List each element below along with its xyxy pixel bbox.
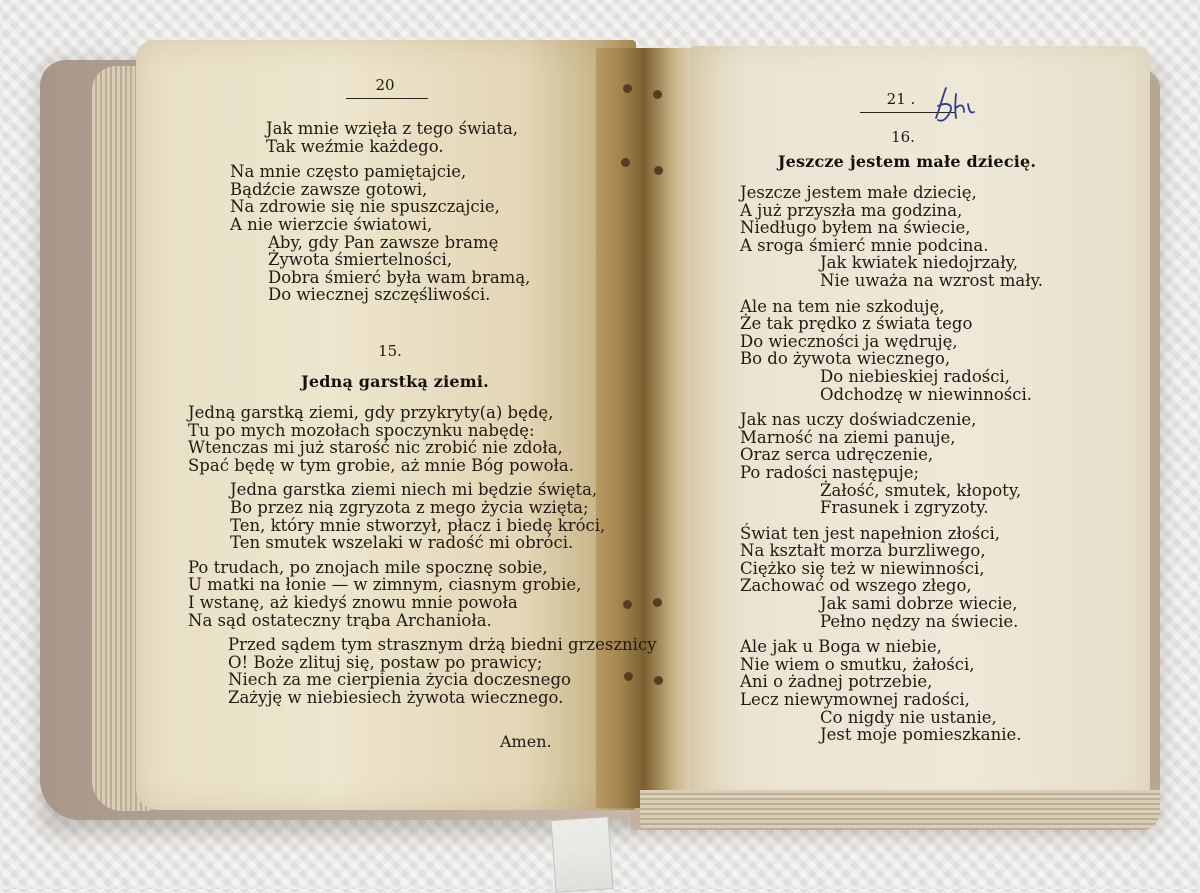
binding-stitch xyxy=(621,158,630,167)
verse-line: Bądźcie zawsze gotowi, xyxy=(230,179,428,199)
tape-strip xyxy=(551,816,614,893)
verse-line: Lecz niewymownej radości, xyxy=(740,690,970,710)
verse-line: Marność na ziemi panuje, xyxy=(740,427,956,447)
page-number-value: 21 xyxy=(886,90,906,108)
verse-line: Jest moje pomieszkanie. xyxy=(820,725,1022,745)
verse-line: A sroga śmierć mnie podcina. xyxy=(740,235,989,255)
verse-line: Bo przez nią zgryzota z mego życia wzięta; xyxy=(230,497,589,517)
verse-line: Dobra śmierć była wam bramą, xyxy=(268,267,531,287)
verse-line: Jak sami dobrze wiecie, xyxy=(820,594,1018,614)
amen-closing: Amen. xyxy=(500,732,552,751)
verse-line: Że tak prędko z świata tego xyxy=(740,314,973,334)
verse-line: Niech za me cierpienia życia doczesnego xyxy=(228,670,571,690)
song-number-left: 15. xyxy=(378,342,402,360)
binding-stitch xyxy=(623,84,632,93)
verse-line: Ten, który mnie stworzył, płacz i biedę króci, xyxy=(230,515,606,535)
verse-line: Po radości następuje; xyxy=(740,462,920,482)
verse-line: A już przyszła ma godzina, xyxy=(740,200,963,220)
verse-line: Jak kwiatek niedojrzały, xyxy=(820,253,1018,273)
verse-line: Świat ten jest napełnion złości, xyxy=(740,523,1000,543)
verse-line: O! Boże zlituj się, postaw po prawicy; xyxy=(228,652,543,672)
verse-line: Tak weźmie każdego. xyxy=(266,136,444,156)
verse-line: Oraz serca udręczenie, xyxy=(740,445,934,465)
verse-line: Jak nas uczy doświadczenie, xyxy=(740,410,977,430)
verse-line: Do wieczności ja wędruję, xyxy=(740,331,958,351)
verse-line: Spać będę w tym grobie, aż mnie Bóg powoła. xyxy=(188,455,574,475)
verse-line: Co nigdy nie ustanie, xyxy=(820,707,997,727)
binding-stitch xyxy=(653,90,662,99)
book-gutter xyxy=(596,48,696,808)
page-edges-bottom xyxy=(640,790,1160,830)
verse-line: Na sąd ostateczny trąba Archanioła. xyxy=(188,610,492,630)
verse-line: Przed sądem tym strasznym drżą biedni grzesznicy xyxy=(228,635,657,655)
verse-line: Ani o żadnej potrzebie, xyxy=(740,672,933,692)
song-title-right: Jeszcze jestem małe dziecię. xyxy=(777,152,1037,171)
verse-line: Bo do żywota wiecznego, xyxy=(740,349,951,369)
binding-stitch xyxy=(624,672,633,681)
song-title-left: Jedną garstką ziemi. xyxy=(301,372,489,391)
verse-line: Na kształt morza burzliwego, xyxy=(740,541,986,561)
verse-line: Niedługo byłem na świecie, xyxy=(740,218,971,238)
verse-line: Jak mnie wzięła z tego świata, xyxy=(266,119,519,138)
verse-line: A nie wierzcie światowi, xyxy=(230,214,433,234)
binding-stitch xyxy=(623,600,632,609)
binding-stitch xyxy=(653,598,662,607)
verse-line: Zachować od wszego złego, xyxy=(740,576,972,596)
page-number-left: 20 xyxy=(375,76,395,94)
verse-line: Jedna garstka ziemi niech mi będzie święta, xyxy=(230,480,598,500)
verse-line: I wstanę, aż kiedyś znowu mnie powoła xyxy=(188,592,518,612)
verse-line: Na zdrowie się nie spuszczajcie, xyxy=(230,197,500,217)
verse-line: Żywota śmiertelności, xyxy=(268,250,453,270)
verse-line: Żałość, smutek, kłopoty, xyxy=(820,480,1022,500)
verse-line: Aby, gdy Pan zawsze bramę xyxy=(268,232,499,252)
verse-line: Pełno nędzy na świecie. xyxy=(820,611,1019,631)
verse-line: Nie uważa na wzrost mały. xyxy=(820,270,1043,290)
song-number-right: 16. xyxy=(891,128,915,146)
verse-line: Ale na tem nie szkoduję, xyxy=(740,296,945,316)
verse-line: Ale jak u Boga w niebie, xyxy=(740,637,942,657)
verse-line: Po trudach, po znojach mile spocznę sobie, xyxy=(188,557,548,577)
handwritten-signature xyxy=(932,84,978,126)
header-rule-left xyxy=(346,98,428,99)
binding-stitch xyxy=(654,166,663,175)
verse-line: Jedną garstką ziemi, gdy przykryty(a) będę, xyxy=(188,403,554,422)
verse-line: Ten smutek wszelaki w radość mi obróci. xyxy=(230,533,574,553)
verse-line: Tu po mych mozołach spoczynku nabędę: xyxy=(188,420,535,440)
verse-line: Odchodzę w niewinności. xyxy=(820,384,1033,404)
verse-line: Wtenczas mi już starość nic zrobić nie zdoła, xyxy=(188,438,563,458)
verse-line: Jeszcze jestem małe dziecię, xyxy=(740,183,977,202)
page-number-dot: . xyxy=(910,90,916,108)
song-15-verses xyxy=(188,403,657,707)
verse-line: Ciężko się też w niewinności, xyxy=(740,558,985,578)
top-verse-block xyxy=(230,120,560,304)
song-16-verses xyxy=(740,184,1070,744)
verse-line: Do niebieskiej radości, xyxy=(820,366,1010,386)
verse-line: Na mnie często pamiętajcie, xyxy=(230,162,467,182)
verse-line: Nie wiem o smutku, żałości, xyxy=(740,654,975,674)
verse-line: Do wiecznej szczęśliwości. xyxy=(268,285,491,305)
verse-line: Zażyję w niebiesiech żywota wiecznego. xyxy=(228,687,564,707)
binding-stitch xyxy=(654,676,663,685)
verse-line: U matki na łonie — w zimnym, ciasnym grobie, xyxy=(188,575,582,595)
page-number-right xyxy=(876,90,926,108)
verse-line: Frasunek i zgryzoty. xyxy=(820,498,989,518)
